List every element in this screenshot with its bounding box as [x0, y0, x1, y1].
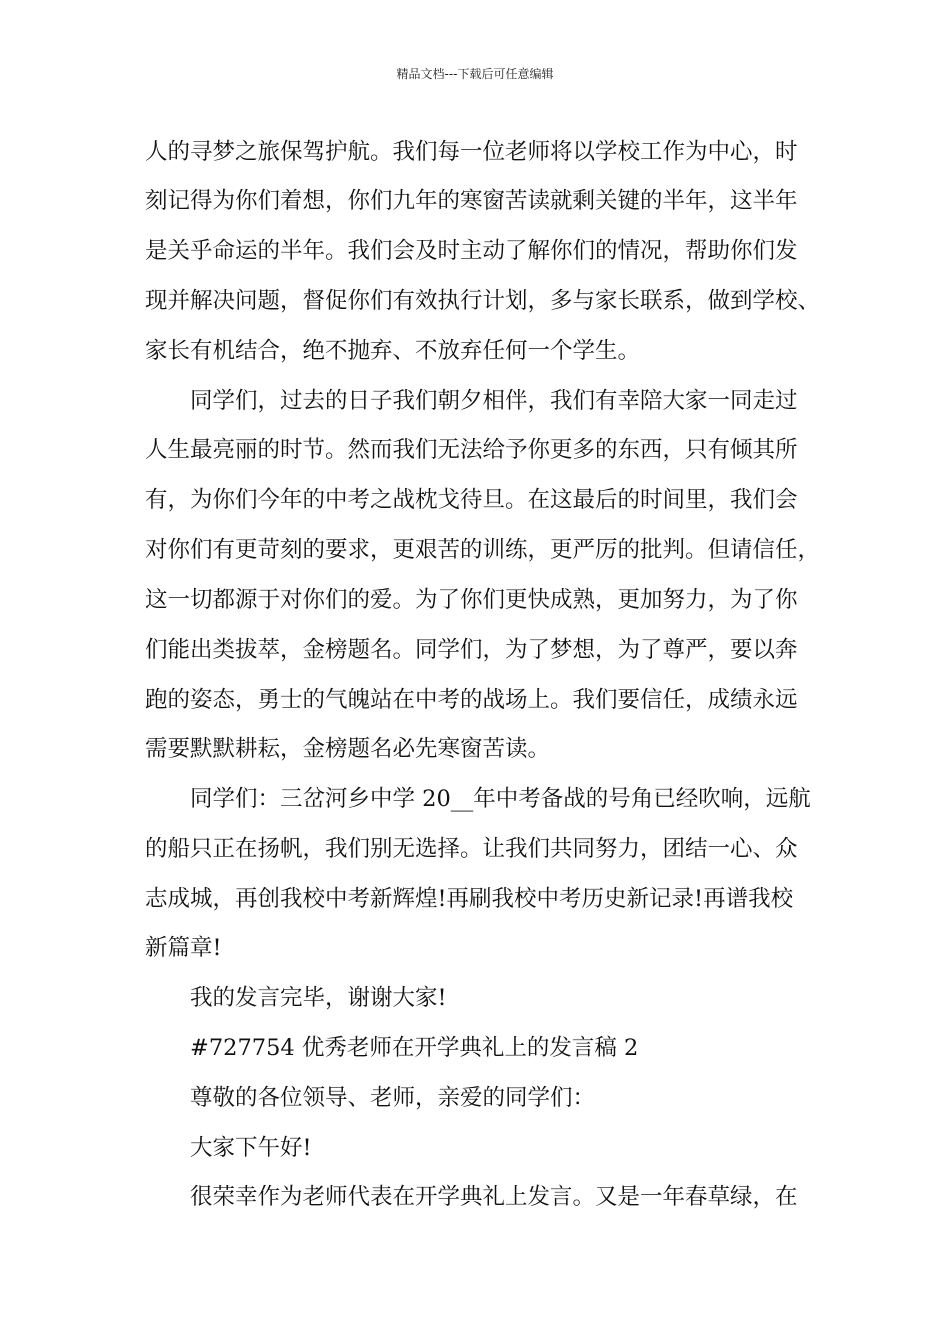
text-line: 人生最亮丽的时节。然而我们无法给予你更多的东西，只有倾其所 [145, 437, 798, 463]
section-heading: #727754 优秀老师在开学典礼上的发言稿 2 [190, 1035, 639, 1061]
text-line: 有，为你们今年的中考之战枕戈待旦。在这最后的时间里，我们会 [145, 487, 798, 513]
text-line: 跑的姿态，勇士的气魄站在中考的战场上。我们要信任，成绩永远 [145, 687, 798, 713]
text-line: 同学们，过去的日子我们朝夕相伴，我们有幸陪大家一同走过 [190, 388, 798, 414]
text-line: 是关乎命运的半年。我们会及时主动了解你们的情况，帮助你们发 [145, 238, 798, 264]
text-line: 志成城，再创我校中考新辉煌!再刷我校中考历史新记录!再谱我校 [145, 886, 794, 912]
text-line: 们能出类拔萃，金榜题名。同学们，为了梦想，为了尊严，要以奔 [145, 637, 798, 663]
text-line: 现并解决问题，督促你们有效执行计划，多与家长联系，做到学校、 [145, 288, 821, 314]
text-line: 人的寻梦之旅保驾护航。我们每一位老师将以学校工作为中心，时 [145, 139, 798, 165]
salutation: 尊敬的各位领导、老师，亲爱的同学们： [190, 1085, 596, 1111]
text-line: 我的发言完毕，谢谢大家! [190, 985, 447, 1011]
text-line: 对你们有更苛刻的要求，更艰苦的训练，更严厉的批判。但请信任， [145, 537, 821, 563]
text-line: 的船只正在扬帆，我们别无选择。让我们共同努力，团结一心、众 [145, 836, 798, 862]
text-line: 需要默默耕耘，金榜题名必先寒窗苦读。 [145, 736, 551, 762]
greeting: 大家下午好! [190, 1135, 312, 1161]
text-line: 刻记得为你们着想，你们九年的寒窗苦读就剩关键的半年，这半年 [145, 188, 798, 214]
text-line: 这一切都源于对你们的爱。为了你们更快成熟，更加努力，为了你 [145, 587, 798, 613]
text-line: 很荣幸作为老师代表在开学典礼上发言。又是一年春草绿，在 [190, 1184, 798, 1210]
text-line: 新篇章! [145, 935, 222, 961]
text-line: 同学们：三岔河乡中学 20__年中考备战的号角已经吹响，远航 [190, 786, 811, 812]
page-header: 精品文档---下载后可任意编辑 [396, 67, 554, 81]
text-line: 家长有机结合，绝不抛弃、不放弃任何一个学生。 [145, 338, 641, 364]
